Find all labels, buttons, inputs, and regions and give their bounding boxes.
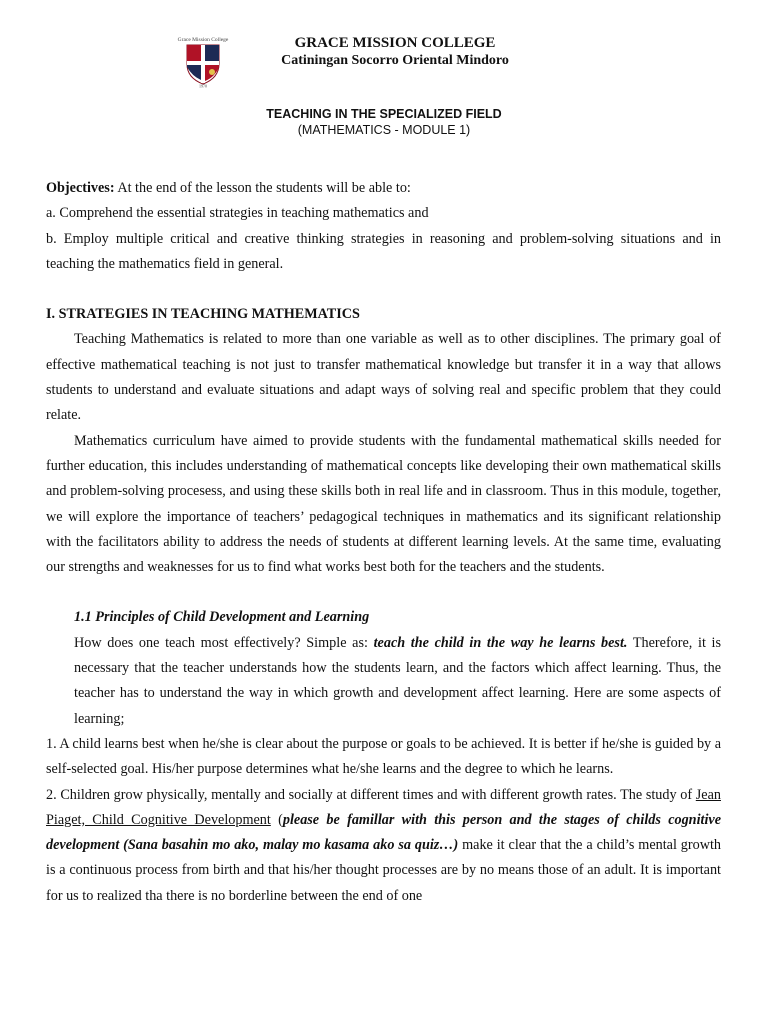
list-item-text: make it clear that the a child’s mental growth is a continuous process from birth and that his/her thought processes are by no means those of an adult. It is important for us to realized tha there is no borderline between the end of one <box>46 837 721 904</box>
section-heading-text: I. STRATEGIES IN TEACHING MATHEMATICS <box>46 306 360 323</box>
emphasis-text: teach the child in the way he learns best. <box>373 634 628 651</box>
section-heading <box>46 302 721 327</box>
document-subtitle: (MATHEMATICS - MODULE 1) <box>297 123 471 137</box>
paragraph: Mathematics curriculum have aimed to provide students with the fundamental mathematical skills needed for further education, this includes understanding of mathematical concepts like developing their own mathematical skills and problem-solving procesess, and using these skills both in real life and in classroom. Thus in this module, together, we will explore the importance of teachers’ pedagogical techniques in mathematics and its significant relationship with the facilitators ability to address the needs of students at different learning levels. At the same time, evaluating our strengths and weaknesses for us to find what works best both for the teachers and the students. <box>46 432 721 576</box>
objective-b: b. Employ multiple critical and creative thinking strategies in reasoning and problem-solving situations and in teaching the mathematics field in general. <box>46 230 721 272</box>
paragraph-text: Therefore, it is necessary that the teacher understands how the students learn, and the factors which affect learning. Thus, the teacher has to understand the way in which growth and development affect learning. Here are some aspects of learning; <box>74 634 722 727</box>
college-address: Catiningan Socorro Oriental Mindoro <box>281 53 509 68</box>
reference-link: Jean Piaget, Child Cognitive Development <box>46 786 721 828</box>
college-name: GRACE MISSION COLLEGE <box>294 35 496 51</box>
document-title-block <box>0 106 768 138</box>
subsection-heading-text: 1.1 Principles of Child Development and Learning <box>74 609 370 626</box>
emphasis-text: please be famillar with this person and the stages of childs cognitive development (Sana basahin mo ako, malay mo kasama ako sa quiz…) <box>46 811 721 854</box>
document-header <box>0 30 768 90</box>
list-item-text: 2. Children grow physically, mentally and socially at different times and with different growth rates. The study of <box>46 786 696 803</box>
paragraph-text: How does one teach most effectively? Simple as: <box>74 634 374 651</box>
paragraph <box>46 631 721 732</box>
college-info <box>260 34 530 70</box>
paragraph: Teaching Mathematics is related to more than one variable as well as to other disciplines. The primary goal of effective mathematical teaching is not just to transfer mathematical knowledge but transfer it in a way that allows students to understand and evaluate situations and adapt ways of solving real and specific problem that they could relate. <box>46 331 721 424</box>
objectives-label: Objectives: <box>46 180 115 196</box>
objective-a: a. Comprehend the essential strategies in teaching mathematics and <box>46 205 429 222</box>
list-item: 1. A child learns best when he/she is clear about the purpose or goals to be achieved. It is better if he/she is guided by a self-selected goal. His/her purpose determines what he/she learns and the degree to which he learns. <box>46 735 721 778</box>
list-item <box>46 783 721 909</box>
college-logo <box>172 34 234 88</box>
objectives-intro: At the end of the lesson the students will be able to: <box>114 180 411 196</box>
logo-year: 1970 <box>199 83 207 88</box>
list-item-text: ( <box>270 811 283 828</box>
document-body <box>46 176 721 909</box>
logo-text: Grace Mission College <box>177 37 229 43</box>
objectives-line <box>46 176 721 201</box>
document-title: TEACHING IN THE SPECIALIZED FIELD <box>266 107 502 121</box>
subsection-heading <box>46 605 721 630</box>
